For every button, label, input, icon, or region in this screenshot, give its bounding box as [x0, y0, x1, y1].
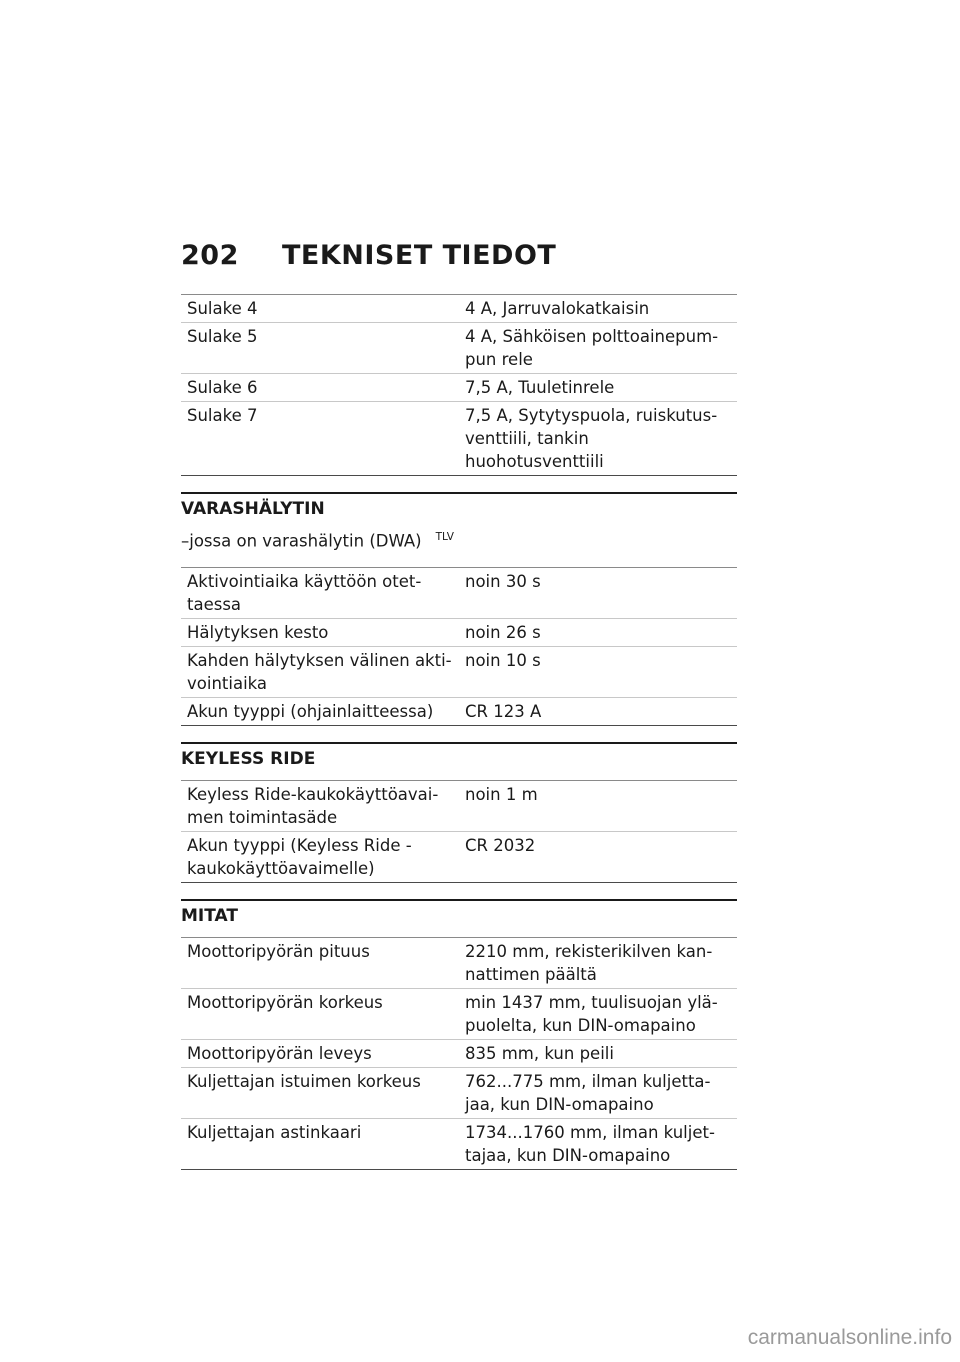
spec-value: CR 2032 [459, 831, 737, 882]
spec-value: 1734...1760 mm, ilman kuljet-tajaa, kun DIN-omapaino [459, 1118, 737, 1169]
spec-value: 4 A, Jarruvalokatkaisin [459, 295, 737, 323]
spec-key: Akun tyyppi (Keyless Ride -kaukokäyttöavaimelle) [181, 831, 459, 882]
table-row [181, 937, 737, 988]
spec-key: Keyless Ride-kaukokäyttöavai-men toimintasäde [181, 780, 459, 831]
section-note [181, 526, 737, 553]
section-title: MITAT [181, 905, 238, 926]
section-note-text: –jossa on varashälytin (DWA) [181, 531, 422, 551]
spec-key: Kahden hälytyksen välinen akti-vointiaika [181, 646, 459, 697]
table-row [181, 831, 737, 882]
table-row [181, 1039, 737, 1067]
spec-key: Sulake 5 [181, 323, 459, 374]
page-title: TEKNISET TIEDOT [282, 240, 557, 271]
spec-key: Moottoripyörän korkeus [181, 988, 459, 1039]
table-row [181, 988, 737, 1039]
spec-value: 4 A, Sähköisen polttoainepum-pun rele [459, 323, 737, 374]
dimensions-section [181, 899, 737, 1170]
spec-value: 7,5 A, Tuuletinrele [459, 374, 737, 402]
spec-value: 762...775 mm, ilman kuljetta-jaa, kun DIN-omapaino [459, 1067, 737, 1118]
spec-value: noin 26 s [459, 618, 737, 646]
page-number: 202 [181, 240, 239, 271]
table-row [181, 295, 737, 323]
spec-value: noin 10 s [459, 646, 737, 697]
keyless-table [181, 780, 737, 883]
spec-key: Moottoripyörän pituus [181, 937, 459, 988]
spec-value: 7,5 A, Sytytyspuola, ruiskutus-venttiili, tankin huohotusventtiili [459, 402, 737, 476]
spec-key: Moottoripyörän leveys [181, 1039, 459, 1067]
table-row [181, 1067, 737, 1118]
fuse-table [181, 294, 737, 476]
model-code-superscript: TLV [435, 531, 454, 543]
spec-value: CR 123 A [459, 697, 737, 725]
watermark: carmanualsonline.info [747, 1326, 952, 1349]
spec-key: Sulake 4 [181, 295, 459, 323]
table-row [181, 567, 737, 618]
spec-key: Sulake 7 [181, 402, 459, 476]
spec-value: noin 1 m [459, 780, 737, 831]
keyless-section [181, 742, 737, 883]
spec-key: Kuljettajan istuimen korkeus [181, 1067, 459, 1118]
page-header [181, 240, 737, 294]
spec-key: Hälytyksen kesto [181, 618, 459, 646]
manual-page [181, 240, 737, 1170]
table-row [181, 402, 737, 476]
spec-value: noin 30 s [459, 567, 737, 618]
spec-value: 835 mm, kun peili [459, 1039, 737, 1067]
spec-key: Kuljettajan astinkaari [181, 1118, 459, 1169]
section-title: KEYLESS RIDE [181, 748, 316, 769]
table-row [181, 780, 737, 831]
table-row [181, 697, 737, 725]
spec-value: min 1437 mm, tuulisuojan ylä-puolelta, kun DIN-omapaino [459, 988, 737, 1039]
spec-value: 2210 mm, rekisterikilven kan-nattimen päältä [459, 937, 737, 988]
table-row [181, 618, 737, 646]
alarm-table [181, 567, 737, 726]
spec-key: Akun tyyppi (ohjainlaitteessa) [181, 697, 459, 725]
table-row [181, 1118, 737, 1169]
table-row [181, 646, 737, 697]
spec-key: Sulake 6 [181, 374, 459, 402]
spec-key: Aktivointiaika käyttöön otet-taessa [181, 567, 459, 618]
dimensions-table [181, 937, 737, 1170]
section-title: VARASHÄLYTIN [181, 499, 325, 519]
table-row [181, 323, 737, 374]
alarm-section [181, 492, 737, 726]
table-row [181, 374, 737, 402]
